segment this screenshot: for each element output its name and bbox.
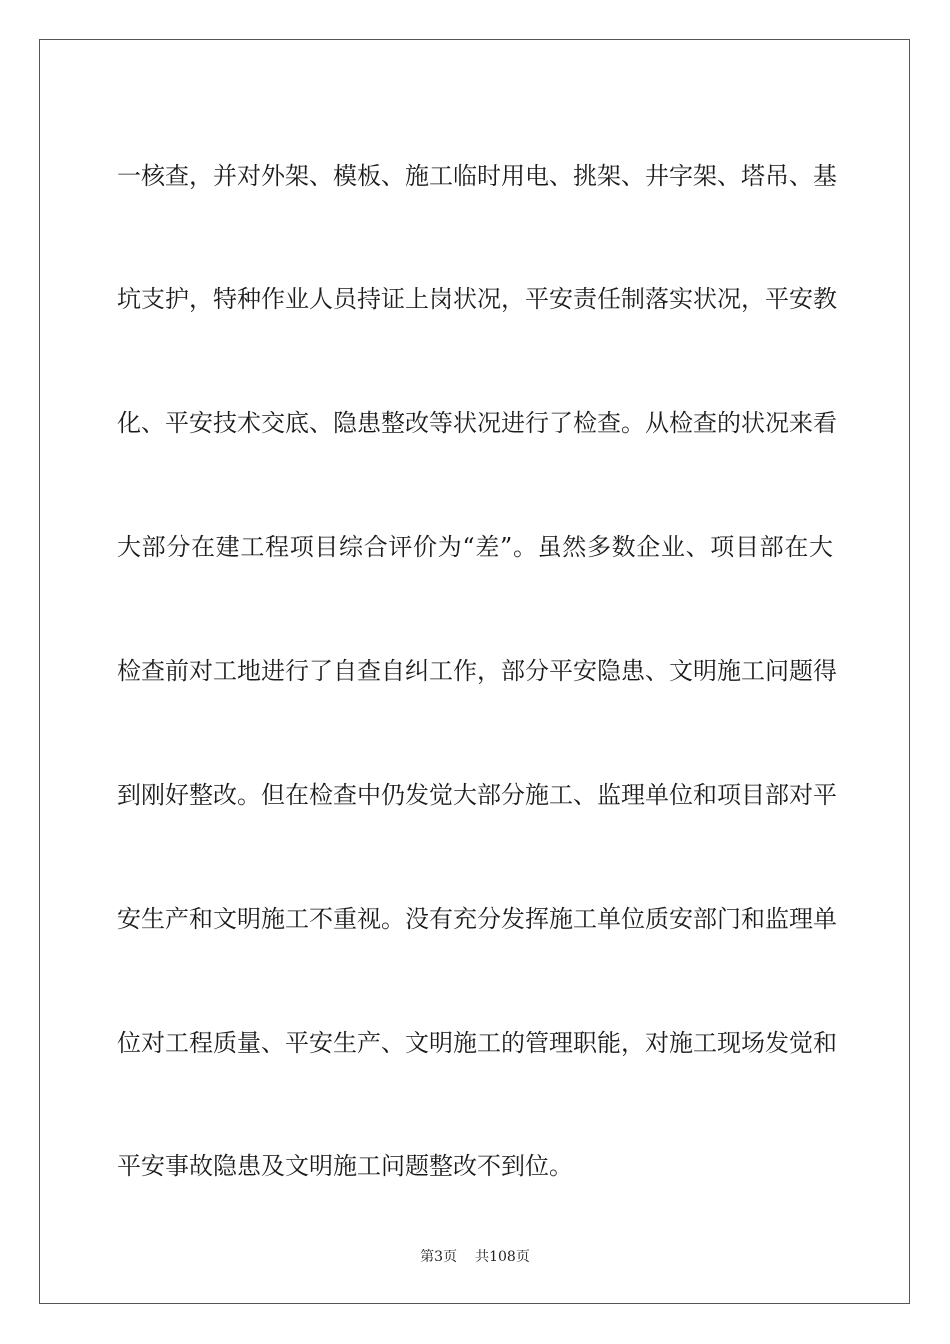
page-footer xyxy=(0,1247,950,1267)
body-line-9: 平安事故隐患及文明施工问题整改不到位。 xyxy=(117,1152,573,1180)
body-line-1: 一核查，并对外架、模板、施工临时用电、挑架、井字架、塔吊、基 xyxy=(117,162,837,190)
body-line-3: 化、平安技术交底、隐患整改等状况进行了检查。从检查的状况来看 xyxy=(117,409,837,437)
body-line-5: 检查前对工地进行了自查自纠工作，部分平安隐患、文明施工问题得 xyxy=(117,657,837,685)
body-line-4: 大部分在建工程项目综合评价为“差”。虽然多数企业、项目部在大 xyxy=(117,533,833,561)
body-line-8: 位对工程质量、平安生产、文明施工的管理职能，对施工现场发觉和 xyxy=(117,1029,837,1057)
body-line-6: 到刚好整改。但在检查中仍发觉大部分施工、监理单位和项目部对平 xyxy=(117,781,837,809)
body-line-7: 安生产和文明施工不重视。没有充分发挥施工单位质安部门和监理单 xyxy=(117,905,837,933)
body-line-2: 坑支护，特种作业人员持证上岗状况，平安责任制落实状况，平安教 xyxy=(117,285,837,313)
page-number: 第3页 xyxy=(420,1249,458,1265)
page-total: 共108页 xyxy=(475,1249,530,1265)
